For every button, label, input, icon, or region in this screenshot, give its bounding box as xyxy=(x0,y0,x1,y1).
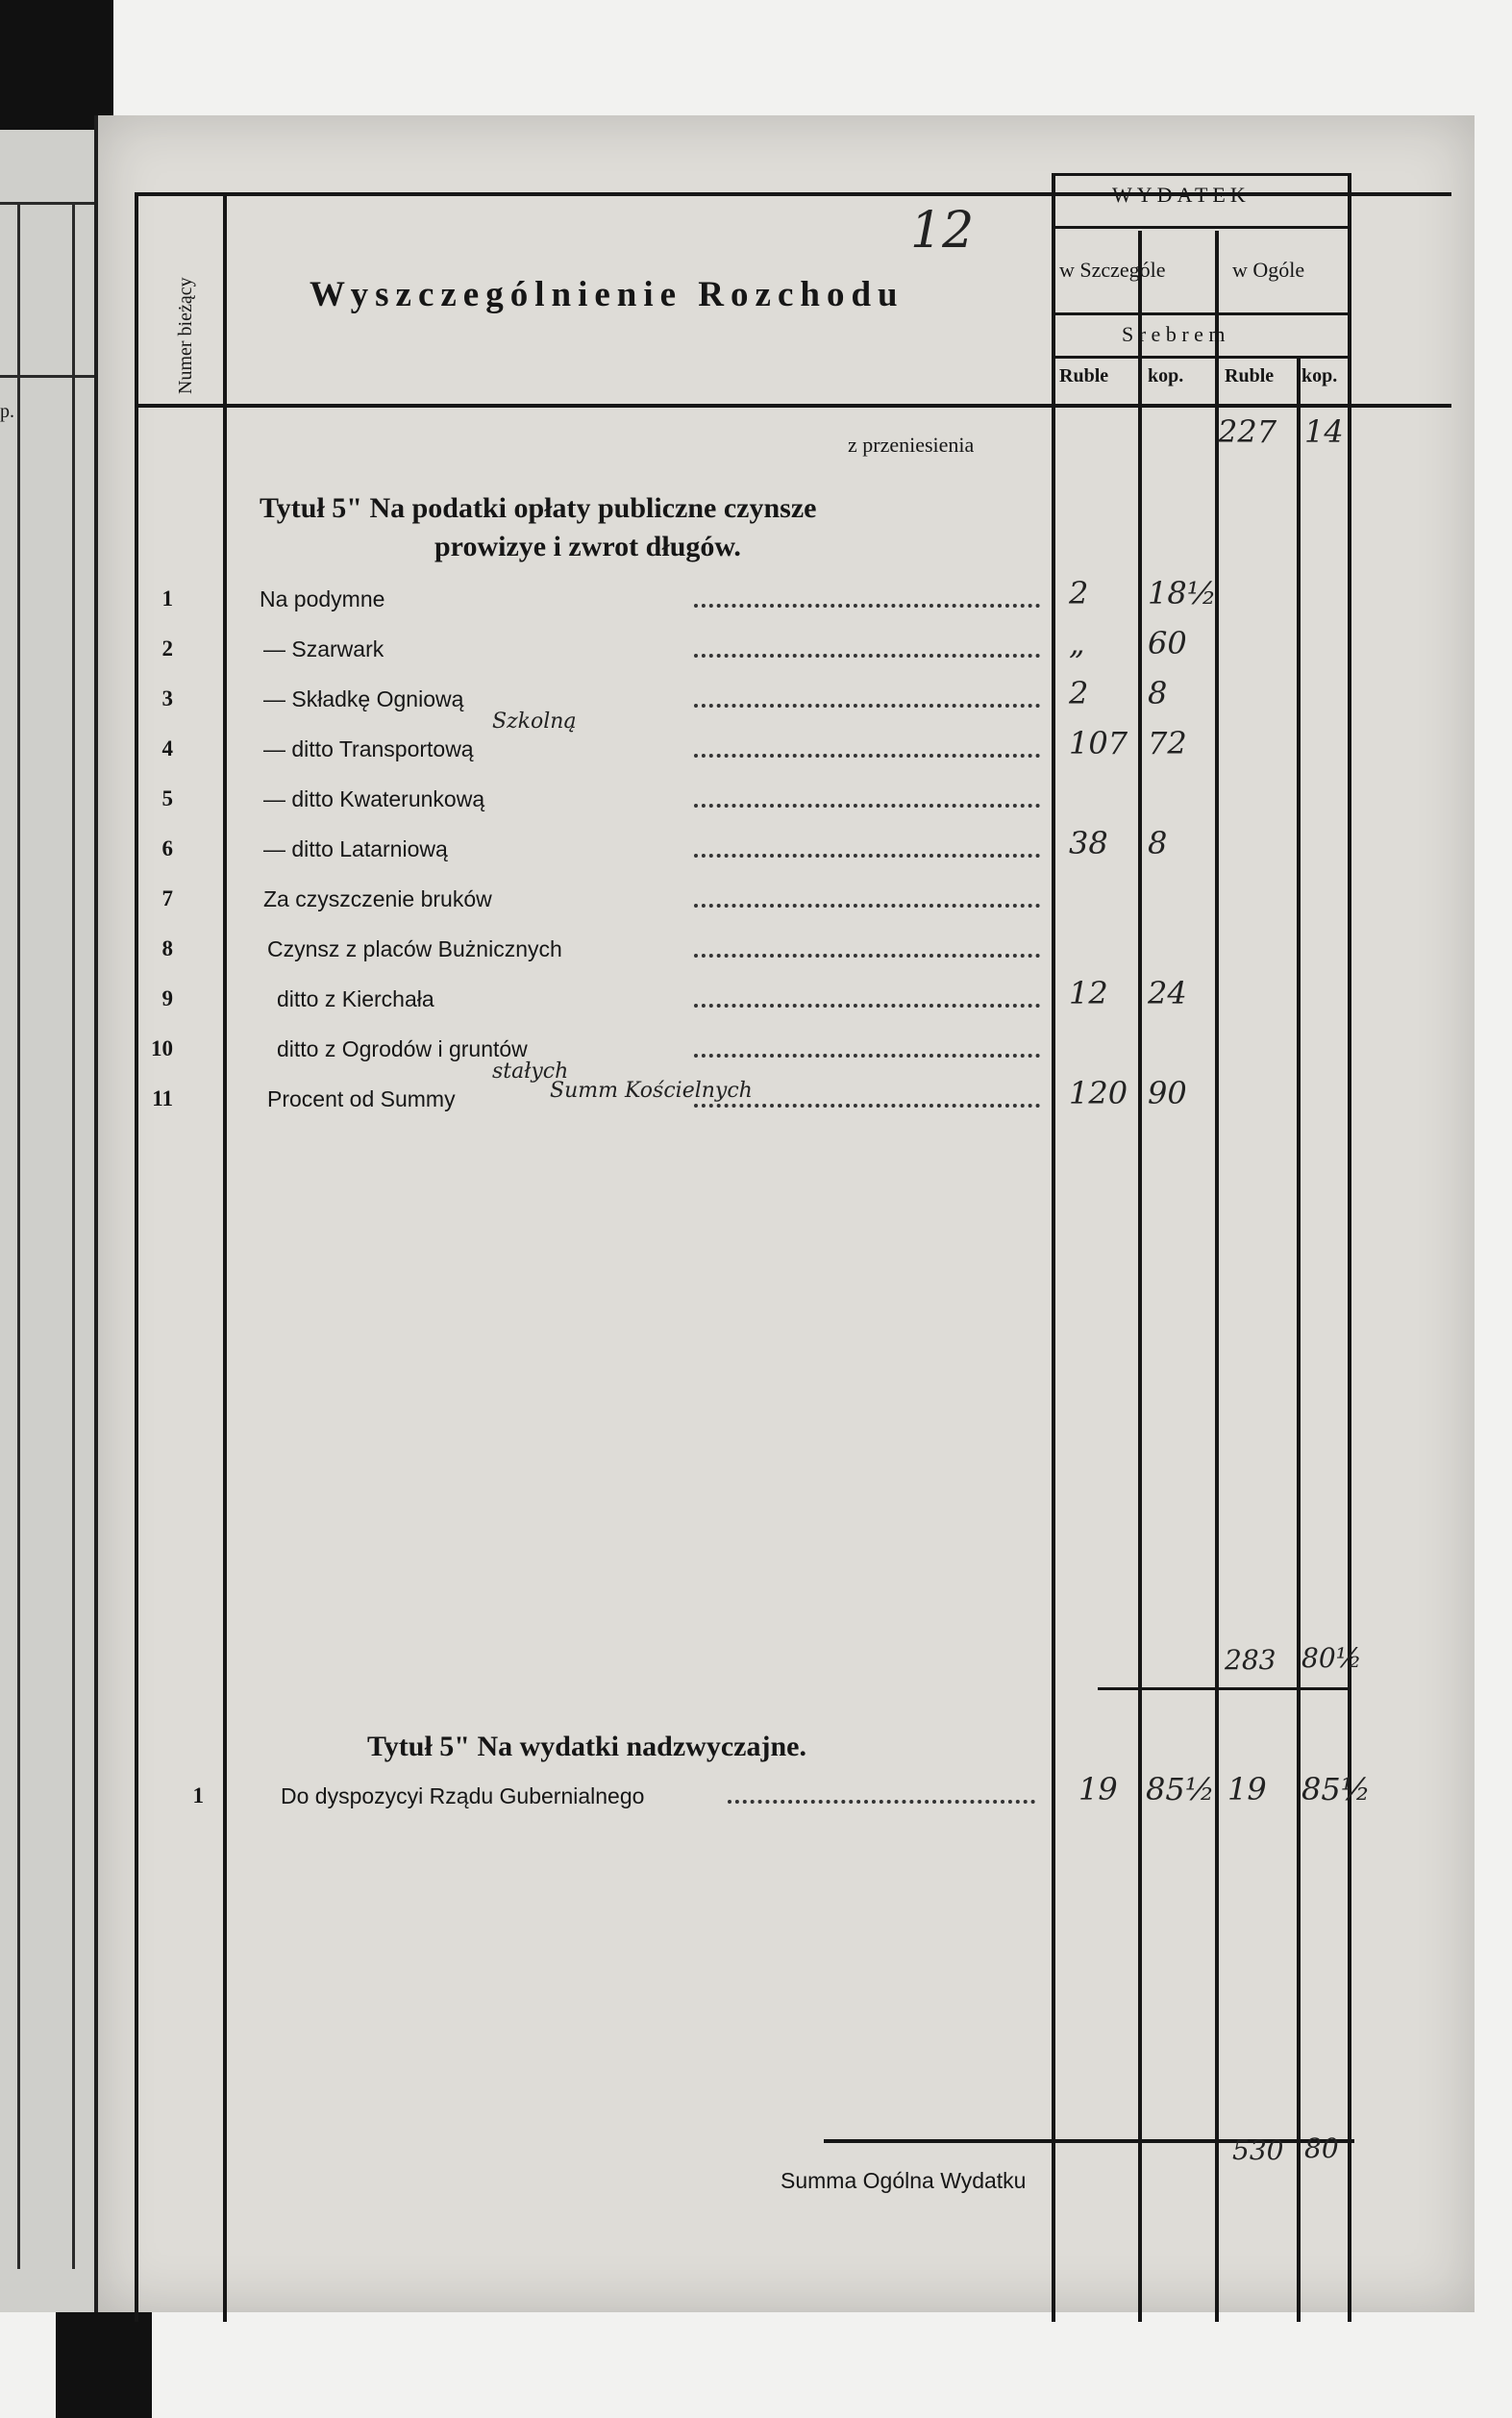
row-number: 5 xyxy=(161,786,173,810)
row-label: Za czyszczenie bruków xyxy=(263,886,492,911)
section2-title: Tytuł 5" Na wydatki nadzwyczajne. xyxy=(367,1731,806,1762)
scan-edge-top xyxy=(0,0,113,135)
wydatek-rule xyxy=(1052,226,1351,229)
row-leader xyxy=(694,654,1040,658)
row-number: 11 xyxy=(152,1086,173,1110)
wydatek-top xyxy=(1052,173,1351,176)
row-number: 6 xyxy=(161,836,173,860)
section1-title-line1: Tytuł 5" Na podatki opłaty publiczne czynsze xyxy=(260,492,817,524)
row-label: — ditto Kwaterunkową xyxy=(263,786,485,811)
row-label: — ditto Transportową xyxy=(263,736,474,761)
row-ruble: 38 xyxy=(1069,825,1108,861)
row-note: stałych xyxy=(492,1059,569,1084)
row-leader xyxy=(694,1004,1040,1008)
prev-page-fragment: p. xyxy=(0,401,14,422)
row-ruble: 2 xyxy=(1069,575,1089,611)
subheader-rule xyxy=(1052,312,1351,315)
section2-row-total-kop: 85½ xyxy=(1301,1771,1371,1807)
row-leader xyxy=(694,854,1040,858)
row-leader xyxy=(694,954,1040,958)
srebrem-rule xyxy=(1052,356,1351,359)
row-label: — ditto Latarniową xyxy=(263,836,448,861)
kop-header-1: kop. xyxy=(1148,365,1184,386)
row-number: 8 xyxy=(161,936,173,960)
amount-column-rule-4 xyxy=(1297,356,1301,2322)
row-number: 7 xyxy=(161,886,173,910)
wydatek-header: WYDATEK xyxy=(1112,183,1251,207)
section2-row-ruble: 19 xyxy=(1078,1771,1118,1807)
page-title: Wyszczególnienie Rozchodu xyxy=(310,275,905,314)
amount-column-rule-2 xyxy=(1138,231,1142,2322)
row-kop: 8 xyxy=(1148,825,1168,861)
row-leader xyxy=(694,804,1040,808)
row-leader xyxy=(694,704,1040,708)
frame-right xyxy=(1348,173,1351,2322)
section1-title-line2: prowizye i zwrot długów. xyxy=(434,531,741,562)
w-szczegole-header: w Szczególe xyxy=(1059,258,1166,282)
row-leader xyxy=(694,604,1040,608)
carry-forward-kop: 14 xyxy=(1304,413,1344,450)
row-leader xyxy=(694,904,1040,908)
row-label: Na podymne xyxy=(260,586,385,611)
ledger-page xyxy=(94,115,1475,2312)
kop-header-2: kop. xyxy=(1301,365,1338,386)
ruble-header-1: Ruble xyxy=(1059,365,1109,386)
row-kop: 24 xyxy=(1148,975,1187,1011)
section1-total-ruble: 283 xyxy=(1225,1644,1277,1676)
row-label: Czynsz z placów Bużnicznych xyxy=(267,936,562,961)
row-note: Szkolną xyxy=(492,710,577,734)
frame-top xyxy=(135,192,1451,196)
row-note-2: Summ Kościelnych xyxy=(550,1079,753,1103)
section2-row-leader xyxy=(728,1800,1035,1804)
row-ruble: 2 xyxy=(1069,675,1089,711)
row-label: Procent od Summy xyxy=(267,1086,456,1111)
row-number: 4 xyxy=(161,736,173,760)
row-leader xyxy=(694,1104,1040,1108)
row-kop: 72 xyxy=(1148,725,1187,761)
section1-total-kop: 80½ xyxy=(1301,1642,1362,1674)
summary-label: Summa Ogólna Wydatku xyxy=(781,2168,1027,2193)
row-ruble: „ xyxy=(1069,625,1085,661)
amount-column-rule-1 xyxy=(1052,173,1055,2322)
row-ruble: 120 xyxy=(1069,1075,1128,1111)
section2-row-total-ruble: 19 xyxy=(1227,1771,1267,1807)
summary-kop: 80 xyxy=(1304,2132,1339,2164)
row-number: 1 xyxy=(161,586,173,611)
row-leader xyxy=(694,754,1040,758)
number-column-rule xyxy=(223,192,227,2322)
w-ogole-header: w Ogóle xyxy=(1232,258,1305,282)
carry-forward-label: z przeniesienia xyxy=(848,433,975,457)
row-number: 10 xyxy=(151,1036,173,1060)
row-label: — Szarwark xyxy=(263,636,384,661)
summary-ruble: 530 xyxy=(1232,2134,1284,2166)
section2-row-kop: 85½ xyxy=(1146,1771,1215,1807)
frame-left xyxy=(135,192,138,2322)
row-label: ditto z Ogrodów i gruntów xyxy=(277,1036,528,1061)
row-number: 9 xyxy=(161,986,173,1010)
row-ruble: 107 xyxy=(1069,725,1128,761)
scan-edge-bottom xyxy=(56,2307,152,2418)
row-kop: 60 xyxy=(1148,625,1187,661)
srebrem-header: S r e b r e m xyxy=(1122,322,1226,346)
section2-row-number: 1 xyxy=(192,1783,204,1807)
amount-column-rule-3 xyxy=(1215,231,1219,2322)
row-ruble: 12 xyxy=(1069,975,1108,1011)
row-kop: 8 xyxy=(1148,675,1168,711)
carry-forward-ruble: 227 xyxy=(1218,413,1277,450)
row-number: 3 xyxy=(161,686,173,710)
section1-total-rule xyxy=(1098,1687,1350,1690)
row-kop: 18½ xyxy=(1148,575,1217,611)
page-annotation: 12 xyxy=(910,202,975,260)
ruble-header-2: Ruble xyxy=(1225,365,1275,386)
row-label: ditto z Kierchała xyxy=(277,986,434,1011)
row-number: 2 xyxy=(161,636,173,661)
column-number-header: Numer bieżący xyxy=(175,277,196,394)
row-kop: 90 xyxy=(1148,1075,1187,1111)
row-leader xyxy=(694,1054,1040,1058)
row-label: — Składkę Ogniową xyxy=(263,686,464,711)
header-bottom-rule xyxy=(135,404,1451,408)
section2-row-label: Do dyspozycyi Rządu Gubernialnego xyxy=(281,1783,645,1808)
